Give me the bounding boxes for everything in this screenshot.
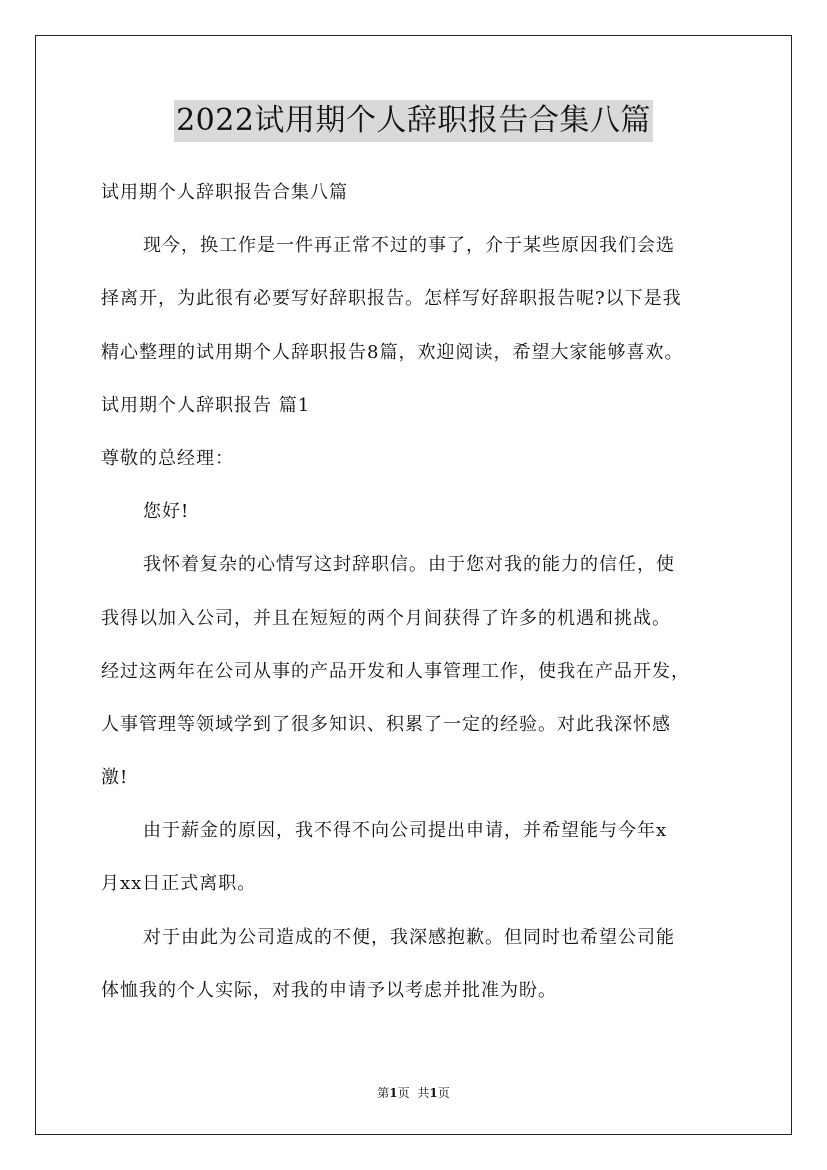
footer-total-suffix: 页: [437, 1086, 450, 1100]
title-container: [0, 100, 827, 142]
footer-page-prefix: 第: [377, 1086, 390, 1100]
footer-page-suffix: 页: [397, 1086, 410, 1100]
text-line: 由于薪金的原因，我不得不向公司提出申请，并希望能与今年x: [143, 820, 668, 842]
text-line: 择离开，为此很有必要写好辞职报告。怎样写好辞职报告呢?以下是我: [101, 288, 682, 310]
text-line: 我怀着复杂的心情写这封辞职信。由于您对我的能力的信任，使: [143, 554, 675, 576]
text-line: 对于由此为公司造成的不便，我深感抱歉。但同时也希望公司能: [143, 926, 675, 948]
footer-total-prefix: 共: [417, 1086, 430, 1100]
text-line: 月xx日正式离职。: [101, 873, 257, 895]
footer-page-number: 1: [389, 1086, 398, 1100]
document-title: 2022试用期个人辞职报告合集八篇: [174, 100, 653, 142]
text-line: 试用期个人辞职报告 篇1: [101, 394, 311, 416]
text-line: 尊敬的总经理：: [101, 447, 234, 469]
document-body: [101, 174, 741, 1025]
text-line: 试用期个人辞职报告合集八篇: [101, 182, 348, 203]
text-line: 人事管理等领域学到了很多知识、积累了一定的经验。对此我深怀感: [101, 713, 671, 735]
text-line: 精心整理的试用期个人辞职报告8篇，欢迎阅读，希望大家能够喜欢。: [101, 341, 684, 363]
text-line: 您好!: [143, 501, 190, 523]
page-footer: [0, 1085, 827, 1101]
text-line: 我得以加入公司，并且在短短的两个月间获得了许多的机遇和挑战。: [101, 607, 671, 629]
text-line: 现今，换工作是一件再正常不过的事了，介于某些原因我们会选: [143, 235, 675, 257]
text-line: 激!: [101, 767, 129, 789]
text-line: 经过这两年在公司从事的产品开发和人事管理工作，使我在产品开发，: [101, 660, 690, 682]
footer-total-pages: 1: [429, 1086, 438, 1100]
text-line: 体恤我的个人实际，对我的申请予以考虑并批准为盼。: [101, 979, 557, 1001]
